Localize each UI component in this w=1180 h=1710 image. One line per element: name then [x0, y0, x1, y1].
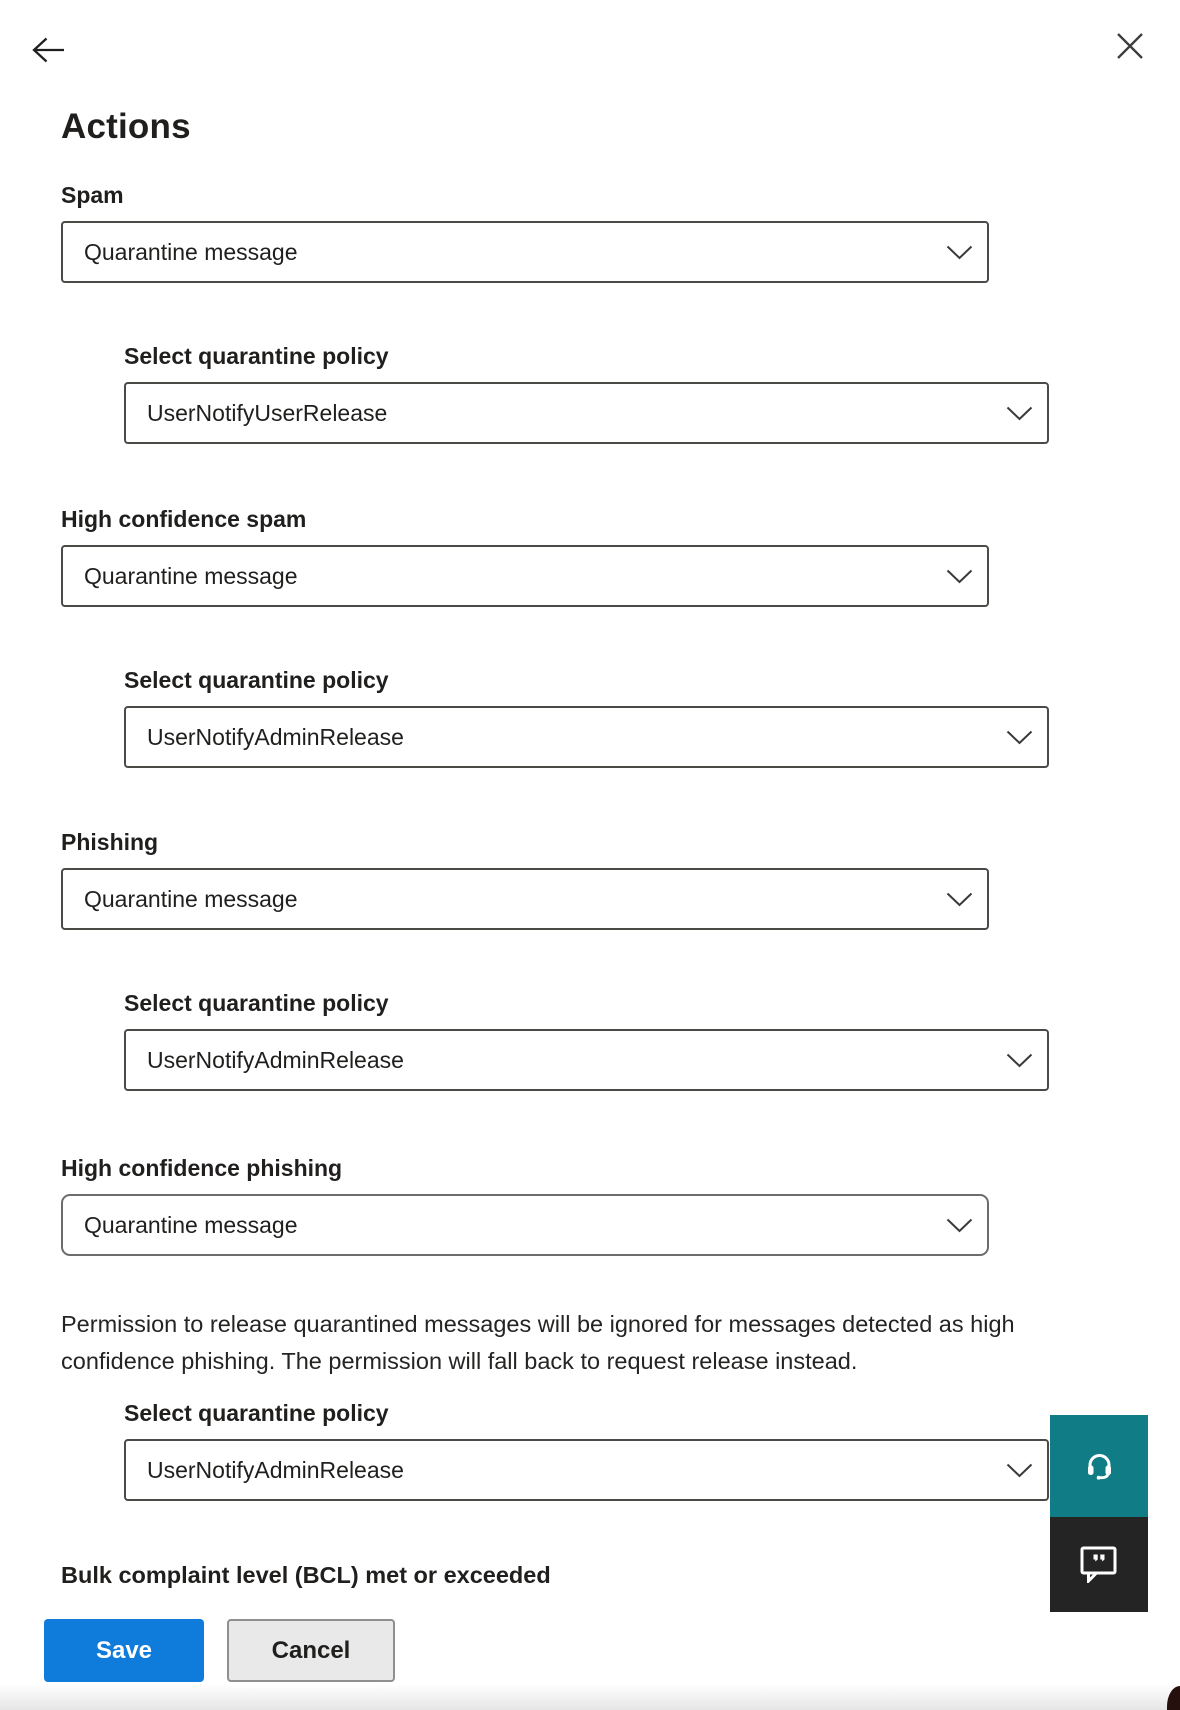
high-confidence-phishing-action-value: Quarantine message	[84, 1211, 298, 1238]
phishing-action-select[interactable]	[61, 868, 989, 930]
phishing-action-value: Quarantine message	[84, 885, 298, 912]
phishing-group	[61, 830, 1123, 1091]
chevron-down-icon	[1006, 1463, 1033, 1483]
spam-action-value: Quarantine message	[84, 238, 298, 265]
high-confidence-spam-policy-value: UserNotifyAdminRelease	[147, 723, 404, 750]
phishing-policy-label: Select quarantine policy	[124, 990, 389, 1016]
high-confidence-phishing-policy-select[interactable]	[124, 1439, 1049, 1501]
spam-action-select[interactable]	[61, 221, 989, 283]
spam-label: Spam	[61, 182, 124, 208]
chevron-down-icon	[1006, 730, 1033, 750]
form-content	[61, 0, 1123, 1588]
high-confidence-phishing-note: Permission to release quarantined messages will be ignored for messages detected as high confidence phishing. The permission will fall back to request release instead.	[61, 1311, 1015, 1374]
save-button[interactable]: Save	[44, 1619, 204, 1682]
chevron-down-icon	[946, 569, 973, 589]
high-confidence-phishing-group	[61, 1156, 1123, 1501]
spam-policy-value: UserNotifyUserRelease	[147, 399, 388, 426]
high-confidence-spam-policy-select[interactable]	[124, 706, 1049, 768]
high-confidence-phishing-policy-label: Select quarantine policy	[124, 1400, 389, 1426]
chevron-down-icon	[946, 245, 973, 265]
high-confidence-phishing-policy-block	[124, 1401, 1123, 1501]
spam-policy-select[interactable]	[124, 382, 1049, 444]
cancel-button[interactable]: Cancel	[227, 1619, 395, 1682]
help-widget-button[interactable]	[1050, 1415, 1148, 1517]
high-confidence-phishing-label: High confidence phishing	[61, 1155, 343, 1181]
spam-policy-block	[124, 344, 1123, 444]
high-confidence-spam-group	[61, 507, 1123, 768]
chevron-down-icon	[1006, 406, 1033, 426]
high-confidence-spam-label: High confidence spam	[61, 506, 307, 532]
phishing-policy-select[interactable]	[124, 1029, 1049, 1091]
phishing-policy-value: UserNotifyAdminRelease	[147, 1046, 404, 1073]
headset-icon	[1078, 1444, 1120, 1489]
footer-actions	[44, 1619, 395, 1682]
feedback-widget-button[interactable]	[1050, 1517, 1148, 1612]
chevron-down-icon	[1006, 1053, 1033, 1073]
high-confidence-phishing-action-select[interactable]	[61, 1194, 989, 1256]
bottom-fade	[0, 1684, 1180, 1710]
high-confidence-spam-action-select[interactable]	[61, 545, 989, 607]
page-title: Actions	[61, 107, 191, 146]
high-confidence-spam-policy-label: Select quarantine policy	[124, 667, 389, 693]
chat-feedback-icon	[1078, 1543, 1120, 1586]
chevron-down-icon	[946, 1218, 973, 1238]
phishing-label: Phishing	[61, 829, 159, 855]
bcl-section-label: Bulk complaint level (BCL) met or exceeded	[61, 1562, 551, 1588]
spam-group	[61, 183, 1123, 444]
high-confidence-spam-policy-block	[124, 668, 1123, 768]
high-confidence-spam-action-value: Quarantine message	[84, 562, 298, 589]
spam-policy-label: Select quarantine policy	[124, 343, 389, 369]
cursor-artifact	[1167, 1686, 1180, 1710]
phishing-policy-block	[124, 991, 1123, 1091]
high-confidence-phishing-policy-value: UserNotifyAdminRelease	[147, 1456, 404, 1483]
chevron-down-icon	[946, 892, 973, 912]
